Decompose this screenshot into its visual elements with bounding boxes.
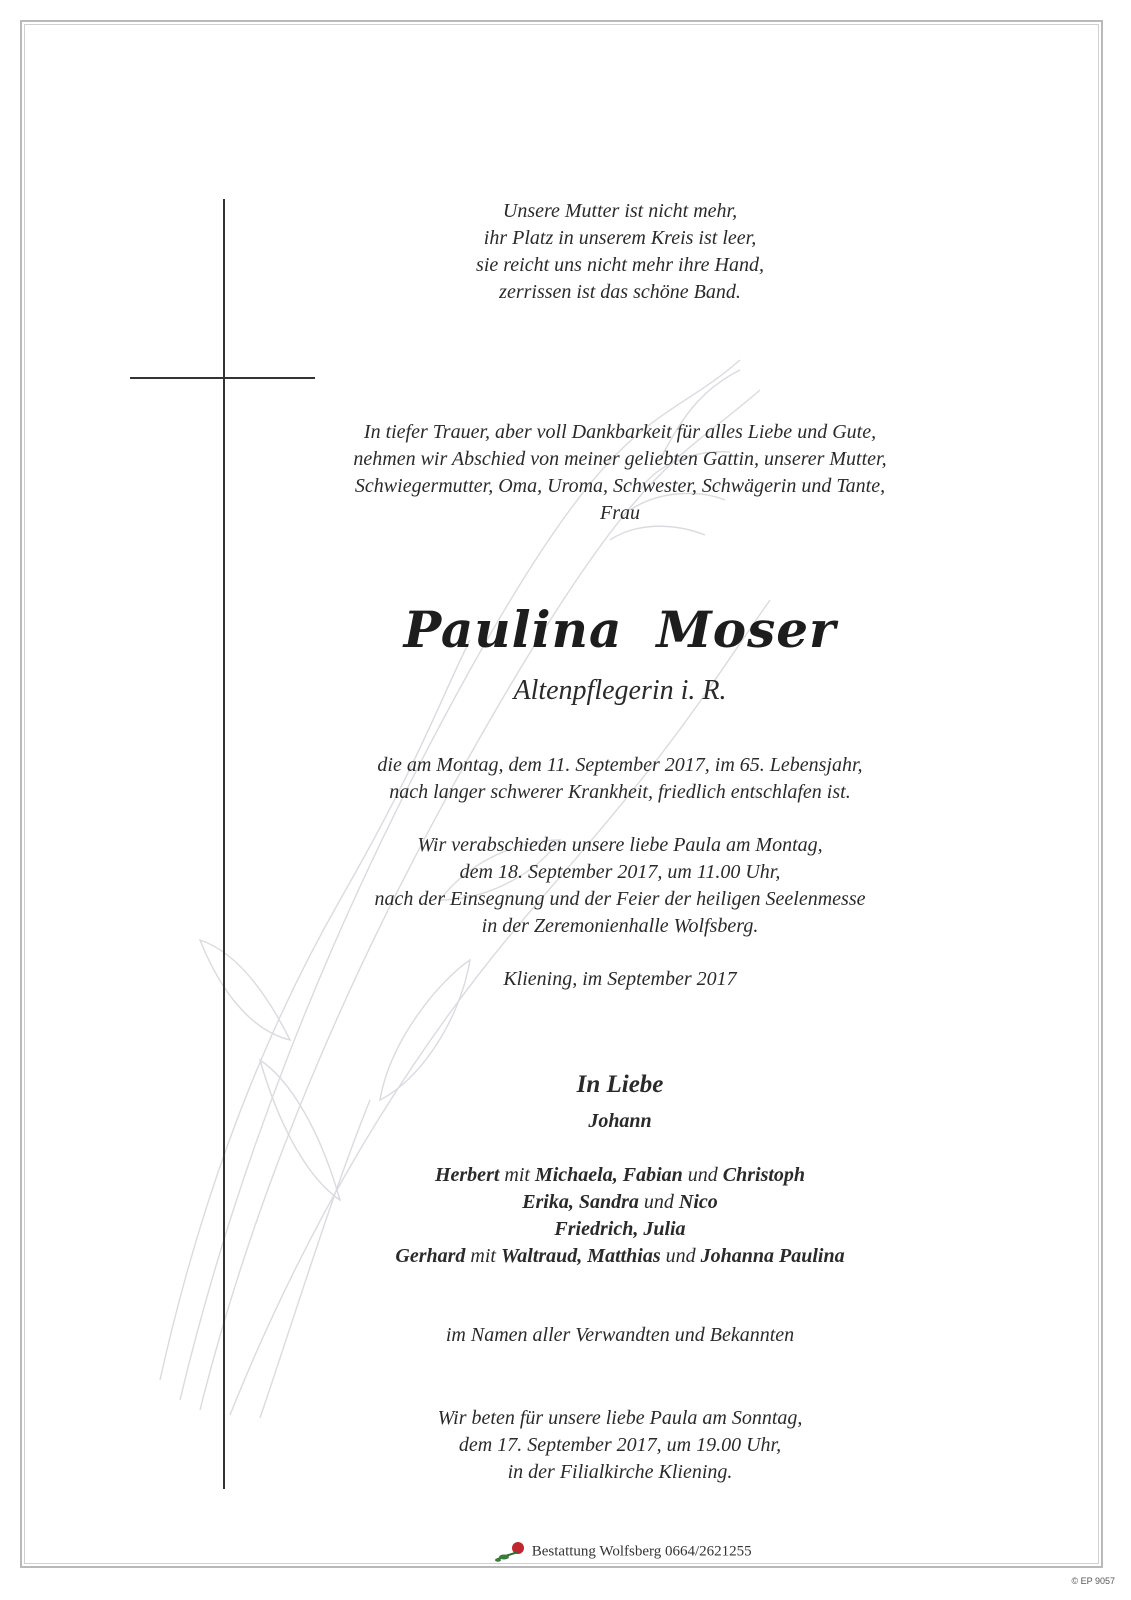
first-name: Paulina — [403, 600, 623, 659]
family-member: Christoph — [722, 1164, 806, 1186]
poem-line: sie reicht uns nicht mehr ihre Hand, — [476, 254, 764, 276]
funeral-line: nach der Einsegnung und der Feier der heiligen Seelenmesse — [374, 888, 866, 910]
death-notice — [230, 752, 1010, 806]
funeral-line: Wir verabschieden unsere liebe Paula am Montag, — [417, 834, 823, 856]
undertaker-text: Bestattung Wolfsberg 0664/2621255 — [531, 1543, 752, 1560]
funeral-info — [230, 832, 1010, 940]
connector: und — [638, 1191, 679, 1213]
relatives — [230, 1322, 1010, 1349]
spouse: Johann — [588, 1110, 652, 1132]
poem-line: zerrissen ist das schöne Band. — [499, 281, 741, 303]
death-notice-line: die am Montag, dem 11. September 2017, im 65. Lebensjahr, — [377, 754, 863, 776]
cross-horizontal-bar — [130, 377, 315, 379]
funeral-line: dem 18. September 2017, um 11.00 Uhr, — [459, 861, 781, 883]
connector: und — [660, 1245, 701, 1267]
family-member: Johanna Paulina — [700, 1245, 845, 1267]
family-member: Michaela, Fabian — [534, 1164, 683, 1186]
intro-text — [230, 419, 1010, 527]
rose-icon — [492, 1540, 528, 1564]
place-date — [230, 966, 1010, 993]
intro-line: Frau — [600, 502, 640, 524]
template-code: © EP 9057 — [1071, 1576, 1115, 1586]
connector: und — [682, 1164, 723, 1186]
prayer-info — [230, 1405, 1010, 1486]
in-love-heading: In Liebe — [576, 1071, 664, 1098]
place-date-text: Kliening, im September 2017 — [503, 968, 737, 990]
cross-vertical-bar — [223, 199, 225, 1489]
intro-line: In tiefer Trauer, aber voll Dankbarkeit für alles Liebe und Gute, — [363, 421, 877, 443]
family-line — [230, 1189, 1010, 1216]
family-line — [230, 1216, 1010, 1243]
intro-line: nehmen wir Abschied von meiner geliebten Gattin, unserer Mutter, — [353, 448, 887, 470]
relatives-text: im Namen aller Verwandten und Bekannten — [445, 1324, 795, 1346]
prayer-line: in der Filialkirche Kliening. — [507, 1461, 733, 1483]
prayer-line: dem 17. September 2017, um 19.00 Uhr, — [458, 1434, 782, 1456]
connector: mit — [499, 1164, 535, 1186]
prayer-line: Wir beten für unsere liebe Paula am Sonntag, — [437, 1407, 803, 1429]
intro-line: Schwiegermutter, Oma, Uroma, Schwester, Schwägerin und Tante, — [354, 475, 886, 497]
family-member: Herbert — [434, 1164, 500, 1186]
connector: mit — [465, 1245, 501, 1267]
funeral-line: in der Zeremonienhalle Wolfsberg. — [481, 915, 759, 937]
family-member: Erika, Sandra — [522, 1191, 639, 1213]
poem-line: ihr Platz in unserem Kreis ist leer, — [483, 227, 757, 249]
family-member: Waltraud, Matthias — [500, 1245, 661, 1267]
poem-line: Unsere Mutter ist nicht mehr, — [502, 200, 738, 222]
family-member: Nico — [678, 1191, 718, 1213]
family-line — [230, 1162, 1010, 1189]
last-name: Moser — [656, 600, 837, 659]
profession: Altenpflegerin i. R. — [513, 675, 727, 706]
family-member: Gerhard — [395, 1245, 466, 1267]
family-member: Friedrich, Julia — [554, 1218, 686, 1240]
deceased-name — [230, 600, 1010, 660]
poem — [230, 198, 1010, 306]
death-notice-line: nach langer schwerer Krankheit, friedlich entschlafen ist. — [389, 781, 851, 803]
family-line — [230, 1243, 1010, 1270]
family-list — [230, 1162, 1010, 1270]
undertaker-footer — [492, 1540, 752, 1566]
